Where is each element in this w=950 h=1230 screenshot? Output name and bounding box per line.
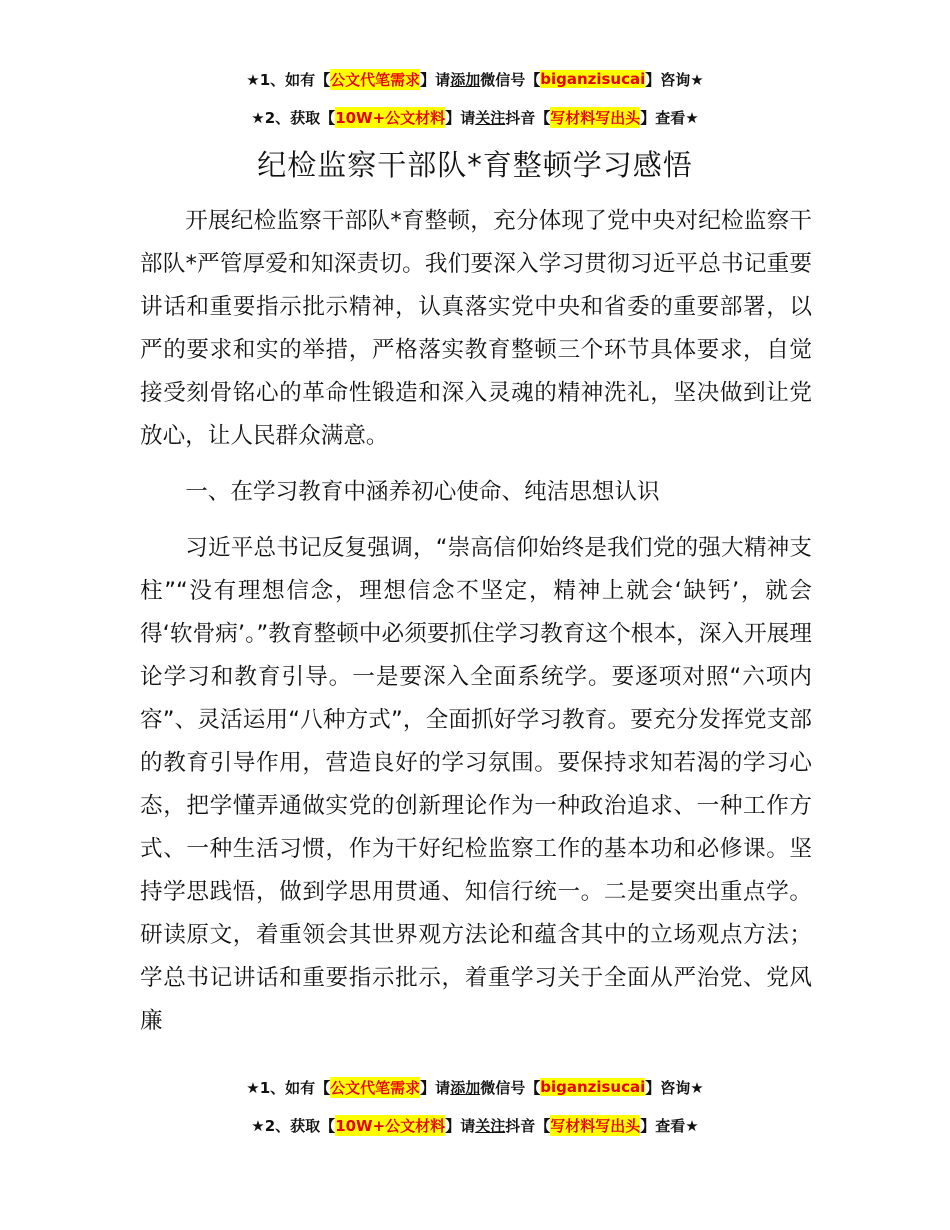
- highlight-service-label: 公文代笔需求: [330, 70, 421, 89]
- highlight-materials-label: 10W+公文材料: [335, 1116, 446, 1135]
- banner-text: 】请: [420, 70, 451, 89]
- highlight-wechat-id: biganzisucai: [540, 70, 646, 88]
- bottom-banner-line-1: [0, 1073, 950, 1101]
- highlight-douyin-account: 写材料写出头: [550, 108, 641, 127]
- banner-underlined-text: 关注: [475, 108, 506, 127]
- banner-text: 】查看★: [640, 1116, 699, 1135]
- banner-text: 】请: [445, 1116, 476, 1135]
- banner-text: ★1、如有【: [246, 70, 331, 89]
- highlight-douyin-account: 写材料写出头: [550, 1116, 641, 1135]
- banner-text: 】咨询★: [645, 1078, 704, 1097]
- top-banner-line-2: [0, 103, 950, 131]
- highlight-materials-label: 10W+公文材料: [335, 108, 446, 127]
- banner-text: 】咨询★: [645, 70, 704, 89]
- banner-underlined-text: 添加: [450, 70, 481, 89]
- top-banner-line-1: [0, 65, 950, 93]
- paragraph-intro: 开展纪检监察干部队*育整顿，充分体现了党中央对纪检监察干部队*严管厚爱和知深责切。我们要深入学习贯彻习近平总书记重要讲话和重要指示批示精神，认真落实党中央和省委的重要部署，以严的要求和实的举措，严格落实教育整顿三个环节具体要求，自觉接受刻骨铭心的革命性锻造和深入灵魂的精神洗礼，坚决做到让党放心，让人民群众满意。: [140, 208, 812, 449]
- document-title: 纪检监察干部队*育整顿学习感悟: [257, 148, 693, 182]
- bottom-banner-line-2: [0, 1111, 950, 1139]
- highlight-wechat-id: biganzisucai: [540, 1078, 646, 1096]
- banner-underlined-text: 关注: [475, 1116, 506, 1135]
- highlight-service-label: 公文代笔需求: [330, 1078, 421, 1097]
- banner-text: ★2、获取【: [251, 108, 336, 127]
- banner-text: 抖音【: [505, 108, 551, 127]
- paragraph-section-1: 习近平总书记反复强调，“崇高信仰始终是我们党的强大精神支柱”“没有理想信念，理想信念不坚定，精神上就会‘缺钙’，就会得‘软骨病’。”教育整顿中必须要抓住学习教育这个根本，深入开展理论学习和教育引导。一是要深入全面系统学。要逐项对照“六项内容”、灵活运用“八种方式”，全面抓好学习教育。要充分发挥党支部的教育引导作用，营造良好的学习氛围。要保持求知若渴的学习心态，把学懂弄通做实党的创新理论作为一种政治追求、一种工作方式、一种生活习惯，作为干好纪检监察工作的基本功和必修课。坚持学思践悟，做到学思用贯通、知信行统一。二是要突出重点学。研读原文，着重领会其世界观方法论和蕴含其中的立场观点方法；学总书记讲话和重要指示批示，着重学习关于全面从严治党、党风廉: [140, 535, 812, 1034]
- banner-underlined-text: 添加: [450, 1078, 481, 1097]
- banner-text: 抖音【: [505, 1116, 551, 1135]
- banner-text: ★1、如有【: [246, 1078, 331, 1097]
- document-body: [140, 200, 812, 1043]
- banner-text: 微信号【: [480, 70, 541, 89]
- section-heading-1: 一、在学习教育中涵养初心使命、纯洁思想认识: [185, 479, 660, 505]
- banner-text: 】请: [420, 1078, 451, 1097]
- banner-text: 】请: [445, 108, 476, 127]
- banner-text: 微信号【: [480, 1078, 541, 1097]
- banner-text: 】查看★: [640, 108, 699, 127]
- banner-text: ★2、获取【: [251, 1116, 336, 1135]
